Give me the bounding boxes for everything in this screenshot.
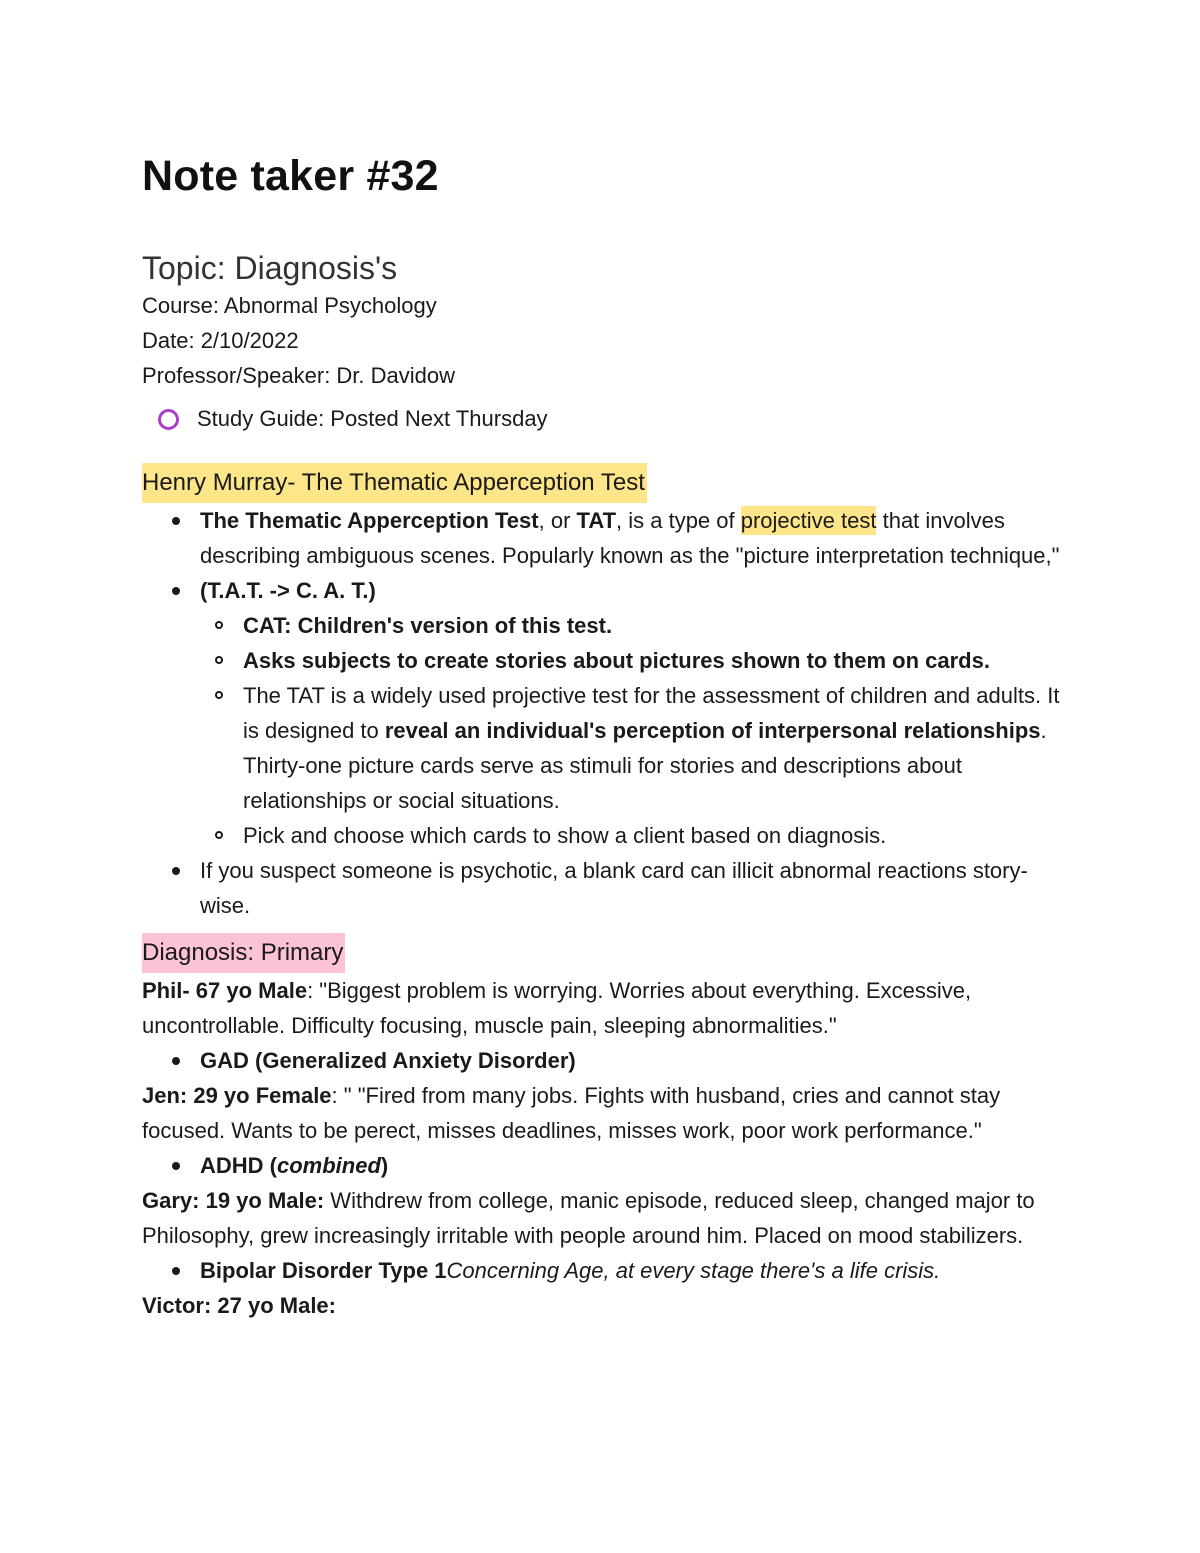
list-item (142, 1043, 1072, 1078)
sub-list-item (142, 818, 1072, 853)
case-name: Victor: 27 yo Male: (142, 1293, 336, 1318)
highlighted-term: projective test (740, 508, 877, 533)
topic-line: Topic: Diagnosis's (142, 250, 398, 286)
case-name: Gary: 19 yo Male: (142, 1188, 325, 1213)
case-text: : "Biggest problem is worrying. Worries about everything. Excessive, uncontrollable. Difficulty focusing, muscle pain, sleeping abnormalities." (142, 978, 972, 1038)
sub-list-container (142, 608, 1072, 853)
text-span: CAT: Children's version of this test. (243, 613, 613, 638)
diagnosis-label: ADHD ( (200, 1153, 277, 1178)
diagnosis-qualifier: combined (277, 1153, 381, 1178)
section-heading-tat: Henry Murray- The Thematic Apperception Test (142, 463, 647, 503)
case-text: Withdrew from college, manic episode, reduced sleep, changed major to Philosophy, grew increasingly irritable with people around him. Placed on mood stabilizers. (142, 1188, 1035, 1248)
case-gary (142, 1183, 1072, 1253)
course-line: Course: Abnormal Psychology (142, 293, 437, 318)
tat-abbrev: TAT (576, 508, 617, 533)
diagnosis-note: Concerning Age, at every stage there's a life crisis. (446, 1258, 941, 1283)
jen-dx-list (142, 1148, 1072, 1183)
diagnosis-label: GAD (Generalized Anxiety Disorder) (200, 1048, 576, 1073)
professor-line: Professor/Speaker: Dr. Davidow (142, 363, 456, 388)
text-span: Asks subjects to create stories about pictures shown to them on cards. (243, 648, 990, 673)
tat-term: The Thematic Apperception Test (200, 508, 539, 533)
section-heading-diagnosis: Diagnosis: Primary (142, 933, 345, 973)
date-line: Date: 2/10/2022 (142, 328, 299, 353)
text-span: The TAT is a widely used projective test for the assessment of children and adults. It is designed to (243, 683, 1060, 743)
text-span: , or (538, 508, 577, 533)
tat-sub-list (142, 608, 1072, 853)
list-item (142, 1148, 1072, 1183)
case-name: Jen: 29 yo Female (142, 1083, 332, 1108)
case-name: Phil- 67 yo Male (142, 978, 308, 1003)
list-item (142, 853, 1072, 923)
text-span: . Thirty-one picture cards serve as stimuli for stories and descriptions about relationships or social situations. (243, 718, 1047, 813)
sub-list-item (142, 608, 1072, 643)
document-page (142, 148, 1072, 1323)
text-span: reveal an individual's perception of interpersonal relationships (384, 718, 1041, 743)
list-item (142, 1253, 1072, 1288)
todo-circle-icon[interactable] (158, 409, 179, 430)
case-jen (142, 1078, 1072, 1148)
text-span: , is a type of (616, 508, 741, 533)
case-phil (142, 973, 1072, 1043)
tat-cat-label: (T.A.T. -> C. A. T.) (200, 578, 376, 603)
text-span: that involves describing ambiguous scenes. Popularly known as the "picture interpretation technique," (200, 508, 1060, 568)
case-victor (142, 1288, 1072, 1323)
sub-list-item (142, 678, 1072, 818)
tat-bullet-list (142, 503, 1072, 923)
phil-dx-list (142, 1043, 1072, 1078)
todo-label: Study Guide: Posted Next Thursday (197, 406, 548, 431)
text-span: Pick and choose which cards to show a client based on diagnosis. (243, 823, 887, 848)
sub-list-item (142, 643, 1072, 678)
case-text: : " "Fired from many jobs. Fights with husband, cries and cannot stay focused. Wants to be perect, misses deadlines, misses work, poor work performance." (142, 1083, 1001, 1143)
text-span: If you suspect someone is psychotic, a blank card can illicit abnormal reactions story-wise. (200, 858, 1028, 918)
todo-item (158, 401, 1072, 437)
list-item (142, 573, 1072, 608)
page-title: Note taker #32 (142, 152, 439, 200)
list-item (142, 503, 1072, 573)
diagnosis-label: Bipolar Disorder Type 1 (200, 1258, 447, 1283)
text-span: ) (380, 1153, 389, 1178)
gary-dx-list (142, 1253, 1072, 1288)
